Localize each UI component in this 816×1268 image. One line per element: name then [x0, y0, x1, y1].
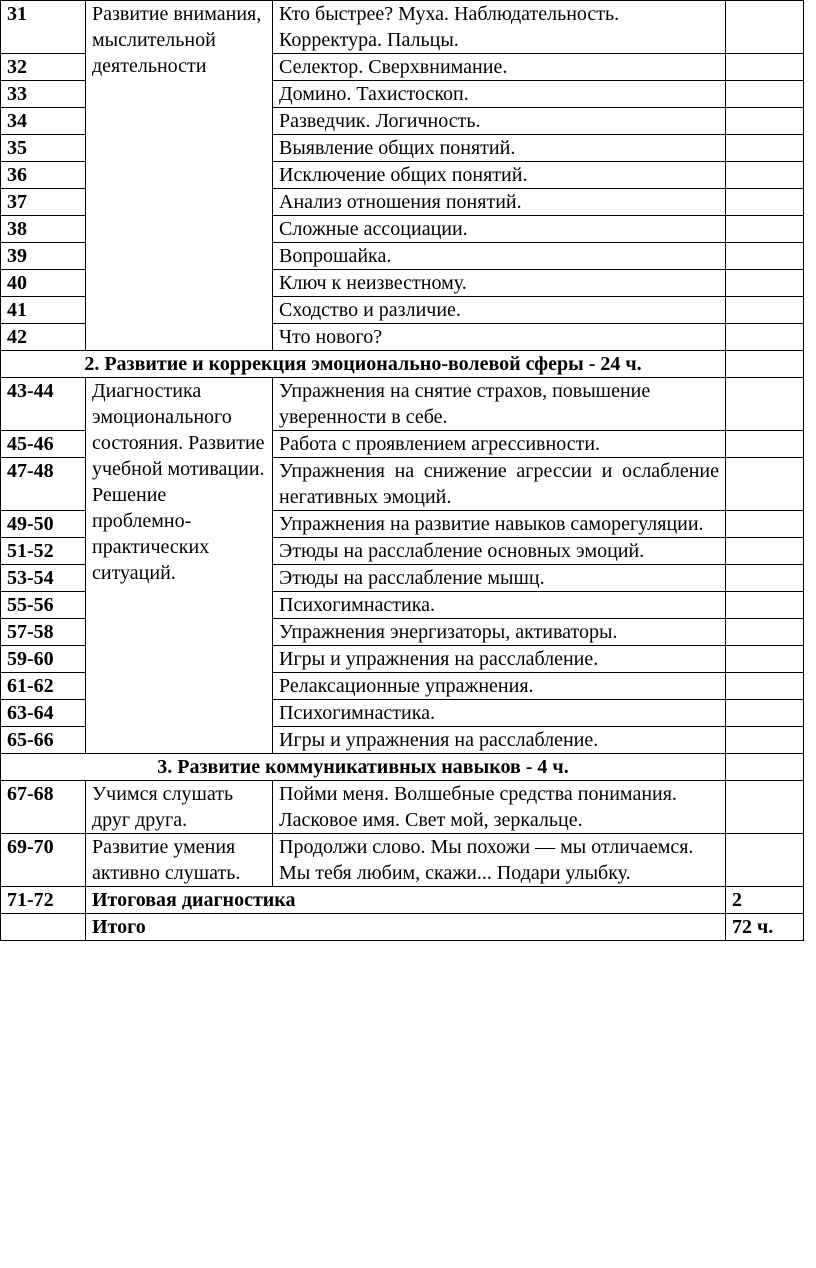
activity-cell: Игры и упражнения на расслабление.: [273, 646, 726, 673]
empty-cell: [726, 538, 804, 565]
activity-cell: Упражнения энергизаторы, активаторы.: [273, 619, 726, 646]
empty-cell: [726, 189, 804, 216]
empty-cell: [726, 619, 804, 646]
activity-cell: Работа с проявлением агрессивности.: [273, 431, 726, 458]
footer-label-cell: Итого: [86, 914, 726, 941]
activity-cell: Продолжи слово. Мы похожи — мы отличаемся. Мы тебя любим, скажи... Подари улыбку.: [273, 834, 726, 887]
hours-cell: 72 ч.: [726, 914, 804, 941]
footer-label-cell: Итоговая диагностика: [86, 887, 726, 914]
row-number: 63-64: [1, 700, 86, 727]
activity-cell: Релаксационные упражнения.: [273, 673, 726, 700]
activity-cell: Сходство и различие.: [273, 297, 726, 324]
row-number: 42: [1, 324, 86, 351]
activity-cell: Кто быстрее? Муха. Наблюдательность. Корректура. Пальцы.: [273, 1, 726, 54]
empty-cell: [726, 834, 804, 887]
activity-cell: Вопрошайка.: [273, 243, 726, 270]
category-cell: Диагностика эмоционального состояния. Развитие учебной мотивации. Решение проблемно-практических ситуаций.: [86, 378, 273, 754]
row-number: 32: [1, 54, 86, 81]
empty-cell: [726, 754, 804, 781]
section-2-header: 2. Развитие и коррекция эмоционально-волевой сферы - 24 ч.: [1, 351, 726, 378]
row-number: 57-58: [1, 619, 86, 646]
empty-cell: [726, 646, 804, 673]
section-header-row: [1, 351, 804, 378]
activity-cell: Психогимнастика.: [273, 592, 726, 619]
activity-cell: Психогимнастика.: [273, 700, 726, 727]
empty-cell: [726, 324, 804, 351]
activity-cell: Упражнения на снижение агрессии и ослабление негативных эмоций.: [273, 458, 726, 511]
activity-cell: Домино. Тахистоскоп.: [273, 81, 726, 108]
category-cell: Развитие внимания, мыслительной деятельности: [86, 1, 273, 351]
activity-cell: Ключ к неизвестному.: [273, 270, 726, 297]
table-row: [1, 1, 804, 54]
hours-cell: 2: [726, 887, 804, 914]
empty-cell: [726, 351, 804, 378]
empty-cell: [726, 162, 804, 189]
section-header-row: [1, 754, 804, 781]
activity-cell: Анализ отношения понятий.: [273, 189, 726, 216]
empty-cell: [726, 81, 804, 108]
table-row: [1, 887, 804, 914]
row-number: [1, 914, 86, 941]
activity-cell: Выявление общих понятий.: [273, 135, 726, 162]
row-number: 41: [1, 297, 86, 324]
activity-cell: Упражнения на снятие страхов, повышение уверенности в себе.: [273, 378, 726, 431]
activity-cell: Разведчик. Логичность.: [273, 108, 726, 135]
activity-cell: Этюды на расслабление основных эмоций.: [273, 538, 726, 565]
row-number: 53-54: [1, 565, 86, 592]
table-row: [1, 781, 804, 834]
empty-cell: [726, 54, 804, 81]
activity-cell: Сложные ассоциации.: [273, 216, 726, 243]
row-number: 35: [1, 135, 86, 162]
empty-cell: [726, 135, 804, 162]
empty-cell: [726, 216, 804, 243]
row-number: 59-60: [1, 646, 86, 673]
row-number: 34: [1, 108, 86, 135]
row-number: 33: [1, 81, 86, 108]
empty-cell: [726, 378, 804, 431]
activity-cell: Этюды на расслабление мышц.: [273, 565, 726, 592]
empty-cell: [726, 700, 804, 727]
row-number: 47-48: [1, 458, 86, 511]
row-number: 55-56: [1, 592, 86, 619]
table-row: [1, 378, 804, 431]
row-number: 61-62: [1, 673, 86, 700]
empty-cell: [726, 592, 804, 619]
row-number: 71-72: [1, 887, 86, 914]
row-number: 37: [1, 189, 86, 216]
row-number: 49-50: [1, 511, 86, 538]
activity-cell: Селектор. Сверхвнимание.: [273, 54, 726, 81]
row-number: 40: [1, 270, 86, 297]
row-number: 38: [1, 216, 86, 243]
row-number: 36: [1, 162, 86, 189]
activity-cell: Что нового?: [273, 324, 726, 351]
empty-cell: [726, 431, 804, 458]
activity-cell: Пойми меня. Волшебные средства понимания. Ласковое имя. Свет мой, зеркальце.: [273, 781, 726, 834]
row-number: 67-68: [1, 781, 86, 834]
section-3-header: 3. Развитие коммуникативных навыков - 4 ч.: [1, 754, 726, 781]
empty-cell: [726, 297, 804, 324]
row-number: 65-66: [1, 727, 86, 754]
empty-cell: [726, 565, 804, 592]
empty-cell: [726, 727, 804, 754]
row-number: 39: [1, 243, 86, 270]
table-row: [1, 834, 804, 887]
empty-cell: [726, 108, 804, 135]
category-cell: Развитие умения активно слушать.: [86, 834, 273, 887]
row-number: 31: [1, 1, 86, 54]
table-row: [1, 914, 804, 941]
empty-cell: [726, 458, 804, 511]
activity-cell: Упражнения на развитие навыков саморегуляции.: [273, 511, 726, 538]
activity-cell: Исключение общих понятий.: [273, 162, 726, 189]
row-number: 43-44: [1, 378, 86, 431]
empty-cell: [726, 673, 804, 700]
activity-cell: Игры и упражнения на расслабление.: [273, 727, 726, 754]
empty-cell: [726, 270, 804, 297]
row-number: 51-52: [1, 538, 86, 565]
row-number: 69-70: [1, 834, 86, 887]
empty-cell: [726, 511, 804, 538]
empty-cell: [726, 1, 804, 54]
category-cell: Учимся слушать друг друга.: [86, 781, 273, 834]
empty-cell: [726, 781, 804, 834]
empty-cell: [726, 243, 804, 270]
row-number: 45-46: [1, 431, 86, 458]
